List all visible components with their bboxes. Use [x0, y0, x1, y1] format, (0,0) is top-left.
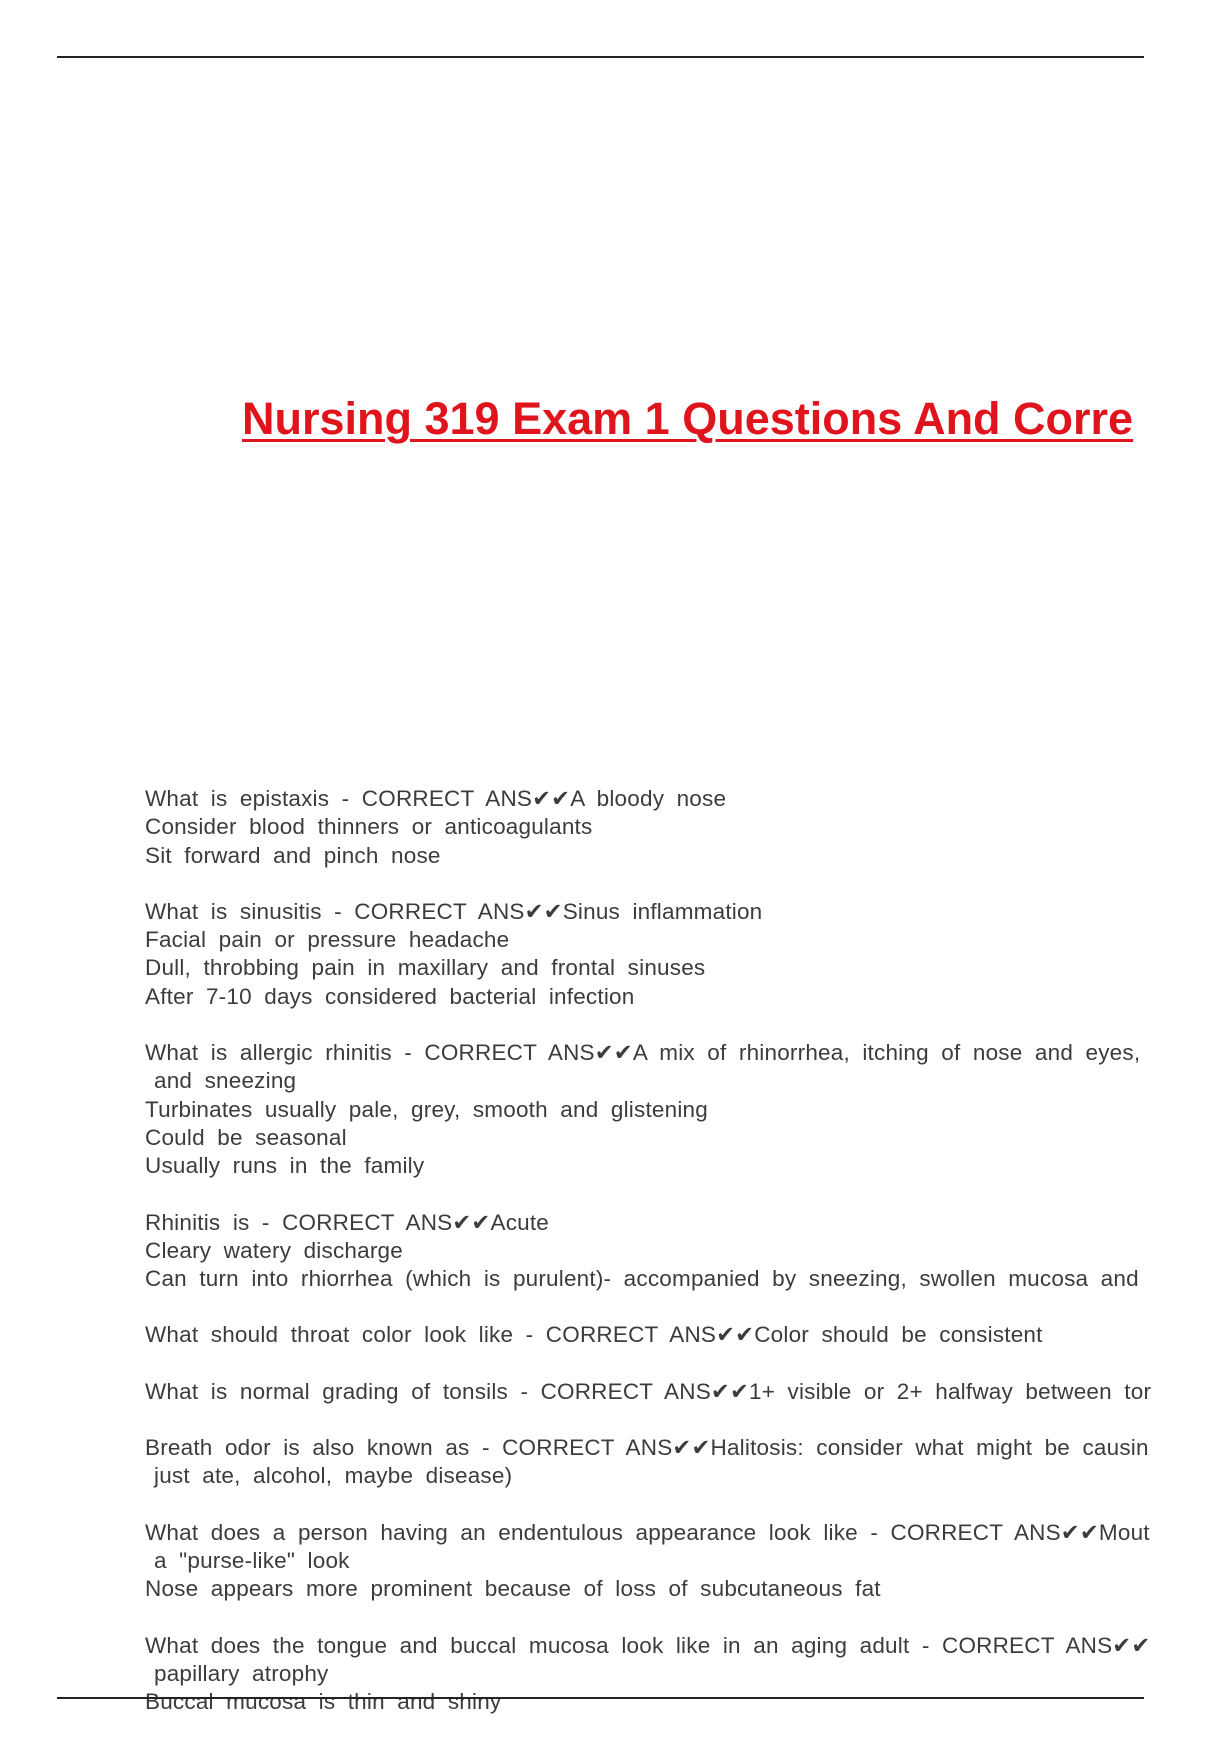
question-line: What is allergic rhinitis - CORRECT ANS✔✔A mix of rhinorrhea, itching of nose and eyes,	[145, 1040, 1141, 1066]
qa-entry	[145, 898, 1205, 1011]
question-continuation-line: just ate, alcohol, maybe disease)	[154, 1463, 513, 1489]
question-continuation-line: papillary atrophy	[154, 1660, 329, 1686]
footer-rule	[57, 1697, 1144, 1699]
answer-line: Nose appears more prominent because of loss of subcutaneous fat	[145, 1576, 881, 1602]
qa-content	[145, 785, 1205, 1744]
answer-line: Usually runs in the family	[145, 1153, 425, 1179]
answer-line: Could be seasonal	[145, 1124, 347, 1150]
qa-entry	[145, 1209, 1205, 1294]
qa-entry	[145, 1632, 1205, 1717]
qa-entry	[145, 1321, 1205, 1349]
answer-line: Sit forward and pinch nose	[145, 842, 441, 868]
answer-line: After 7-10 days considered bacterial infection	[145, 983, 635, 1009]
question-continuation-line: and sneezing	[154, 1068, 297, 1094]
question-line: What does the tongue and buccal mucosa look like in an aging adult - CORRECT ANS✔✔	[145, 1632, 1151, 1658]
question-line: Breath odor is also known as - CORRECT ANS✔✔Halitosis: consider what might be causin	[145, 1435, 1149, 1461]
header-rule	[57, 56, 1144, 58]
answer-line: Turbinates usually pale, grey, smooth and glistening	[145, 1096, 708, 1122]
answer-line: Consider blood thinners or anticoagulants	[145, 814, 593, 840]
answer-line: Buccal mucosa is thin and shiny	[145, 1689, 502, 1715]
answer-line: Facial pain or pressure headache	[145, 927, 510, 953]
answer-line: Cleary watery discharge	[145, 1237, 403, 1263]
qa-entry	[145, 1434, 1205, 1491]
qa-entry	[145, 1378, 1205, 1406]
qa-entry	[145, 785, 1205, 870]
qa-entry	[145, 1039, 1205, 1180]
question-line: What is epistaxis - CORRECT ANS✔✔A bloody nose	[145, 786, 727, 811]
qa-entry	[145, 1519, 1205, 1604]
question-line: What does a person having an endentulous appearance look like - CORRECT ANS✔✔Mout	[145, 1519, 1150, 1545]
question-line: Rhinitis is - CORRECT ANS✔✔Acute	[145, 1209, 550, 1235]
question-line: What should throat color look like - CORRECT ANS✔✔Color should be consistent	[145, 1322, 1043, 1348]
question-line: What is sinusitis - CORRECT ANS✔✔Sinus inflammation	[145, 898, 763, 924]
question-line: What is normal grading of tonsils - CORRECT ANS✔✔1+ visible or 2+ halfway between tor	[145, 1378, 1152, 1404]
document-title: Nursing 319 Exam 1 Questions And Corre	[242, 393, 1134, 444]
answer-line: Dull, throbbing pain in maxillary and frontal sinuses	[145, 955, 706, 981]
question-continuation-line: a "purse-like" look	[154, 1547, 350, 1573]
answer-line: Can turn into rhiorrhea (which is purulent)- accompanied by sneezing, swollen mucosa and	[145, 1266, 1139, 1292]
